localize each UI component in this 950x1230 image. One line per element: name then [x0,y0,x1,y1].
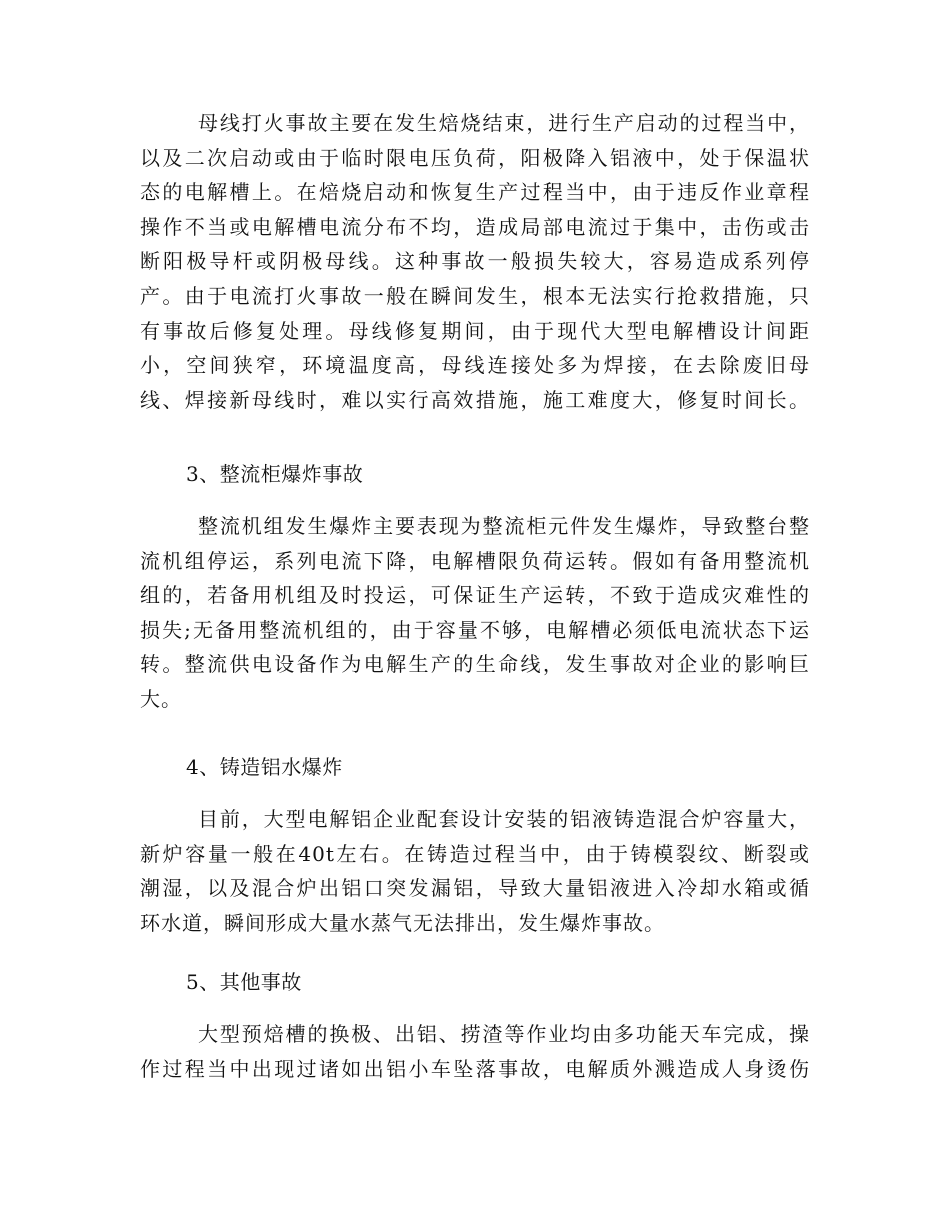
paragraph-line: 目前，大型电解铝企业配套设计安装的铝液铸造混合炉容量大， [198,807,810,831]
paragraph-line: 有事故后修复处理。母线修复期间，由于现代大型电解槽设计间距 [140,318,810,343]
section-heading: 5、其他事故 [186,970,302,994]
paragraph-line: 小，空间狭窄，环境温度高，母线连接处多为焊接，在去除废旧母 [140,353,810,378]
paragraph-line: 以及二次启动或由于临时限电压负荷，阳极降入铝液中，处于保温状 [140,145,810,170]
paragraph-line: 新炉容量一般在40t左右。在铸造过程当中，由于铸模裂纹、断裂或 [140,841,810,866]
paragraph-line: 潮湿，以及混合炉出铝口突发漏铝，导致大量铝液进入冷却水箱或循 [140,876,810,901]
paragraph-line: 作过程当中出现过诸如出铝小车坠落事故，电解质外溅造成人身烫伤 [140,1056,810,1081]
paragraph-rectifier-explosion [140,509,810,717]
paragraph-line: 损失;无备用整流机组的，由于容量不够，电解槽必须低电流状态下运 [140,617,810,642]
section-heading-rectifier-explosion [140,457,810,492]
paragraph-line: 组的，若备用机组及时投运，可保证生产运转，不致于造成灾难性的 [140,583,810,608]
paragraph-line: 环水道，瞬间形成大量水蒸气无法排出，发生爆炸事故。 [140,910,665,935]
paragraph-casting-explosion [140,802,810,940]
section-heading-casting-explosion [140,750,810,785]
paragraph-line: 转。整流供电设备作为电解生产的生命线，发生事故对企业的影响巨 [140,652,810,677]
paragraph-line: 流机组停运，系列电流下降，电解槽限负荷运转。假如有备用整流机 [140,548,810,573]
paragraph-line: 产。由于电流打火事故一般在瞬间发生，根本无法实行抢救措施，只 [140,283,810,308]
paragraph-other-accidents [140,1017,810,1086]
paragraph-line: 操作不当或电解槽电流分布不均，造成局部电流过于集中，击伤或击 [140,214,810,239]
section-heading: 3、整流柜爆炸事故 [186,462,364,486]
paragraph-line: 大。 [140,686,182,711]
section-heading: 4、铸造铝水爆炸 [186,755,343,779]
paragraph-busbar-arcing [140,106,810,417]
paragraph-line: 断阳极导杆或阴极母线。这种事故一般损失较大，容易造成系列停 [140,249,810,274]
paragraph-line: 态的电解槽上。在焙烧启动和恢复生产过程当中，由于违反作业章程 [140,180,810,205]
section-heading-other-accidents [140,965,810,1000]
paragraph-line: 母线打火事故主要在发生焙烧结束，进行生产启动的过程当中， [198,111,810,135]
paragraph-line: 整流机组发生爆炸主要表现为整流柜元件发生爆炸，导致整台整 [198,514,810,538]
paragraph-line: 大型预焙槽的换极、出铝、捞渣等作业均由多功能天车完成，操 [198,1022,810,1046]
paragraph-line: 线、焊接新母线时，难以实行高效措施，施工难度大，修复时间长。 [140,387,810,412]
